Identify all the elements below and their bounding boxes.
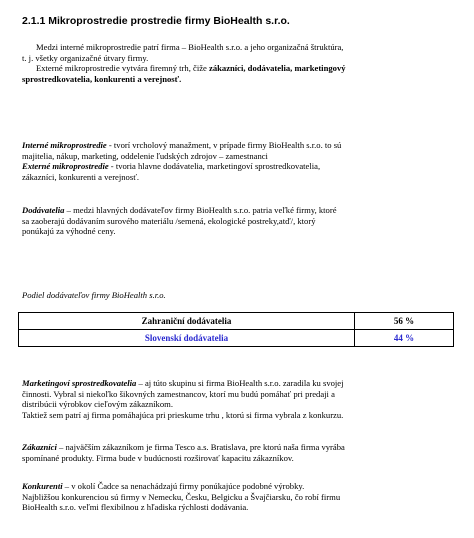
competitors-text-1: – v okolí Čadce sa nenachádzajú firmy ponúkajúce podobné výrobky. [62,481,305,491]
competitors-text-3: BioHealth s.r.o. veľmi flexibilnou z hľadiska rýchlosti dodávania. [22,502,249,513]
table-row [19,330,454,347]
definitions-paragraph [22,140,450,182]
customers-line-1 [22,442,450,453]
intro-line-3 [22,63,450,74]
internal-text-1: - tvorí vrcholový manažment, v prípade firmy BioHealth s.r.o. to sú [106,140,342,150]
external-text-2: zákazníci, konkurenti a verejnosť. [22,171,140,182]
section-heading: 2.1.1 Mikroprostredie prostredie firmy BioHealth s.r.o. [22,15,290,27]
external-term: Externé mikroprostredie [22,161,109,172]
internal-term: Interné mikroprostredie [22,140,107,150]
marketing-text-1: – aj túto skupinu si firma BioHealth s.r.o. zaradila ku svojej [136,378,344,388]
suppliers-text-1: – medzi hlavných dodávateľov firmy BioHealth s.r.o. patria veľké firmy, ktoré [64,205,337,215]
intro-line-4: sprostredkovatelia, konkurenti a verejnosť. [22,73,182,84]
table-cell-label: Slovenskí dodávatelia [19,330,355,347]
external-text-1: - tvoria hlavne dodávatelia, marketingoví sprostredkovatelia, [108,161,321,172]
table-cell-label: Zahraniční dodávatelia [19,313,355,330]
table-caption: Podiel dodávateľov firmy BioHealth s.r.o. [22,290,166,300]
marketing-line-1 [22,378,450,389]
suppliers-text-3: ponúkajú za výhodné ceny. [22,226,116,237]
customers-term: Zákazníci [22,442,57,452]
table-cell-value: 56 % [355,313,454,330]
marketing-paragraph [22,378,450,420]
competitors-paragraph [22,481,450,513]
competitors-line-1 [22,481,450,492]
marketing-text-2: činnosti. Vybral si niekoľko šikovných zamestnancov, ktorí mu budú pomáhať pri predaji a [22,388,335,399]
intro-line-1: Medzi interné mikroprostredie patrí firma – BioHealth s.r.o. a jeho organizačná štruktúra, [36,42,344,52]
table-cell-value: 44 % [355,330,454,347]
intro-line-3-normal: Externé mikroprostredie vytvára firemný trh, čiže [36,63,209,74]
customers-paragraph [22,442,450,463]
external-definition [22,161,450,172]
competitors-term: Konkurenti [22,481,63,491]
suppliers-term: Dodávatelia [22,205,65,215]
suppliers-paragraph [22,205,450,237]
marketing-term: Marketingoví sprostredkovatelia [22,378,137,388]
suppliers-text-2: sa zaoberajú dodávaním surového materiálu /semená, ekologické postreky,atď/, ktorý [22,215,316,226]
suppliers-share-table [18,312,454,347]
marketing-text-4: Taktiež sem patrí aj firma pomáhajúca pri prieskume trhu , ktorú si firma vybrala z konkurzu. [22,409,344,420]
table-row [19,313,454,330]
internal-definition [22,140,450,151]
intro-line-2: t. j. všetky organizačné útvary firmy. [22,52,149,63]
intro-line-3-bold: zákazníci, dodávatelia, marketingový [209,63,346,74]
internal-text-2: majitelia, nákup, marketing, oddelenie ľudských zdrojov – zamestnanci [22,150,268,161]
customers-text-2: spomínané produkty. Firma bude v budúcnosti rozširovať kapacitu zákazníkov. [22,452,294,463]
marketing-text-3: distribúcii výrobkov cieľovým zákazníkom. [22,399,173,410]
customers-text-1: – najväčším zákazníkom je firma Tesco a.s. Bratislava, pre ktorú naša firma vyrába [56,442,345,452]
suppliers-line-1 [22,205,450,216]
competitors-text-2: Najbližšou konkurenciou sú firmy v Nemecku, Česku, Belgicku a Švajčiarsku, čo robí firmu [22,491,341,502]
intro-paragraph [22,42,450,84]
